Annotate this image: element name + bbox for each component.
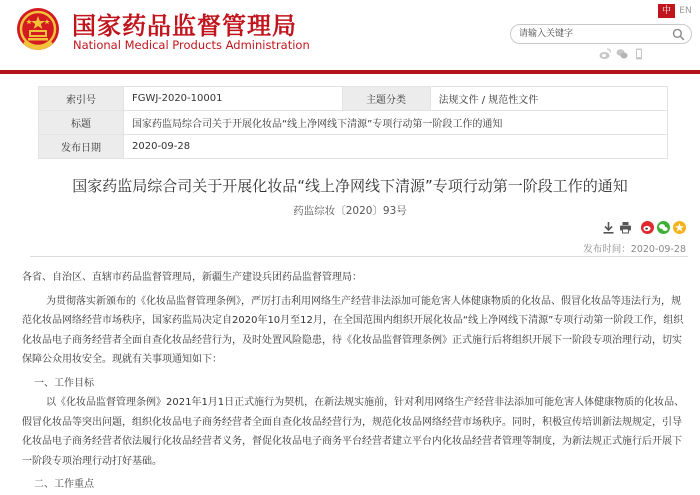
weibo-share-icon[interactable]	[641, 221, 654, 234]
date-label: 发布日期	[39, 135, 124, 159]
document-info-table	[38, 86, 668, 159]
site-header	[0, 0, 700, 74]
section-heading-1: 一、工作目标	[34, 377, 94, 389]
header-rule	[0, 70, 700, 74]
brand-name-en: National Medical Products Administration	[73, 38, 310, 52]
title-label: 标题	[39, 111, 124, 135]
brand-name-cn[interactable]: 国家药品监督管理局	[72, 12, 297, 40]
document-title: 国家药监局综合司关于开展化妆品“线上净网线下清源”专项行动第一阶段工作的通知	[72, 177, 628, 195]
topic-label: 主题分类	[342, 87, 430, 111]
index-label: 索引号	[39, 87, 124, 111]
index-value: FGWJ-2020-10001	[124, 87, 343, 111]
info-row-index	[39, 87, 668, 111]
body-paragraph-2: 以《化妆品监督管理条例》2021年1月1日正式施行为契机，在新法规实施前，针对利用网络生产经营非法添加可能危害人体健康物质的化妆品、假冒化妆品等突出问题，组织化妆品电子商务经营者全面自查化妆品经营行为，规范化妆品网络经营市场秩序。同时，积极宣传培训新法规规定，引导化妆品电子商务经营者依法履行化妆品经营者义务，督促化妆品电子商务平台经营者建立平台内化妆品经营者管理等制度，为新法规正式施行后开展下一阶段专项治理行动打好基础。	[22, 397, 685, 467]
salutation: 各省、自治区、直辖市药品监督管理局，新疆生产建设兵团药品监督管理局：	[22, 272, 362, 283]
date-value: 2020-09-28	[124, 135, 668, 159]
wechat-share-icon[interactable]	[657, 221, 670, 234]
search-icon[interactable]	[672, 28, 685, 41]
mobile-icon[interactable]	[633, 48, 645, 60]
info-row-date	[39, 135, 668, 159]
weibo-icon[interactable]	[599, 48, 611, 60]
language-cn-button[interactable]: 中	[658, 4, 675, 18]
info-row-title	[39, 111, 668, 135]
national-emblem-icon[interactable]	[15, 6, 61, 54]
search-box	[510, 24, 692, 44]
title-value: 国家药监局综合司关于开展化妆品“线上净网线下清源”专项行动第一阶段工作的通知	[124, 111, 668, 135]
document-body	[22, 268, 686, 495]
qzone-share-icon[interactable]	[673, 221, 686, 234]
content-divider	[30, 256, 688, 257]
search-input[interactable]	[519, 26, 667, 42]
print-icon[interactable]	[619, 221, 632, 234]
wechat-icon[interactable]	[616, 48, 628, 60]
publish-date: 发布时间：2020-09-28	[583, 244, 686, 255]
document-number: 药监综妆〔2020〕93号	[293, 205, 407, 217]
topic-value: 法规文件 / 规范性文件	[430, 87, 667, 111]
body-paragraph-1: 为贯彻落实新颁布的《化妆品监督管理条例》，严厉打击利用网络生产经营非法添加可能危害人体健康物质的化妆品、假冒化妆品等违法行为，规范化妆品网络经营市场秩序，国家药监局决定自2020年10月至12月，在全国范围内组织开展化妆品“线上净网线下清源”专项行动第一阶段工作，组织化妆品电子商务经营者全面自查化妆品经营行为，及时处置风险隐患，待《化妆品监督管理条例》正式施行后将组织开展下一阶段专项治理行动，切实保障公众用妆安全。现就有关事项通知如下：	[22, 295, 684, 365]
download-icon[interactable]	[602, 221, 615, 234]
section-heading-2: 二、工作重点	[34, 479, 94, 490]
language-en-button[interactable]: EN	[679, 6, 692, 16]
